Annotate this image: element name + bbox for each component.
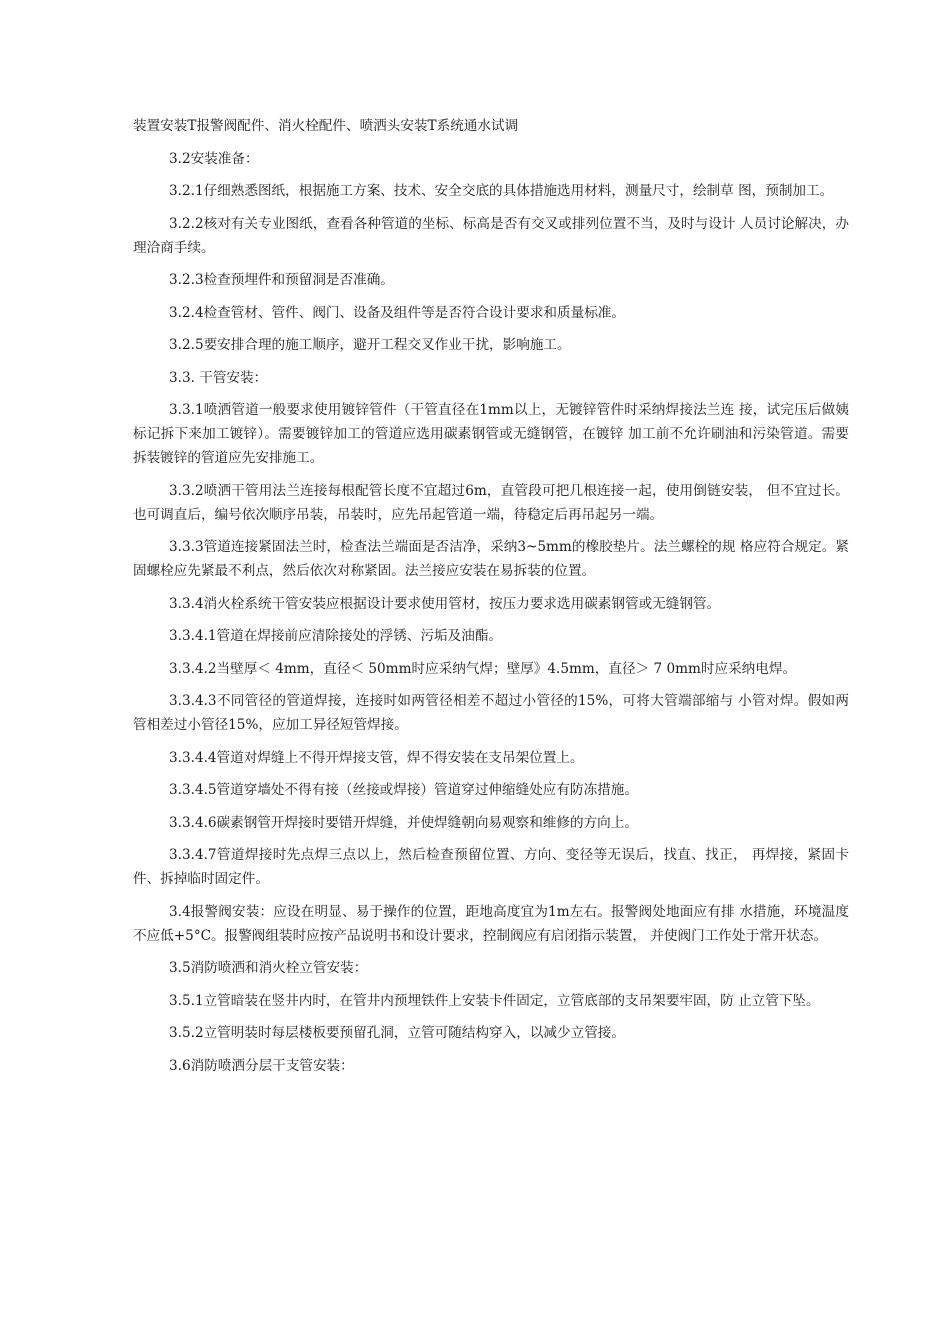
paragraph-3-2-4: 3.2.4检查管材、管件、阀门、设备及组件等是否符合设计要求和质量标准。 <box>169 304 625 321</box>
paragraph-3-5-2: 3.5.2立管明装时每层楼板要预留孔洞，立管可随结构穿入，以减少立管接。 <box>169 1025 625 1041</box>
paragraph-3-2-2: 3.2.2核对有关专业图纸，查看各种管道的坐标、标高是否有交叉或排列位置不当，及时与设计 人员讨论解决，办理洽商手续。 <box>133 215 849 256</box>
paragraph-3-3-2: 3.3.2喷洒干管用法兰连接每根配管长度不宜超过6m，直管段可把几根连接一起，使用倒链安装， 但不宜过长。也可调直后，编号依次顺序吊装，吊装时，应先吊起管道一端，待稳定后再吊起另一端。 <box>133 482 849 523</box>
paragraph-3-3-4-1: 3.3.4.1管道在焊接前应清除接处的浮锈、污垢及油酯。 <box>169 628 503 644</box>
paragraph-3-3-1: 3.3.1喷洒管道一般要求使用镀锌管件（干管直径在1mm以上，无镀锌管件时采纳焊接法兰连 接，试完压后做姨标记拆下来加工镀锌）。需要镀锌加工的管道应选用碳素钢管或无缝钢管，在镀锌 加工前不允许刷油和污染管道。需要拆装镀锌的管道应先安排施工。 <box>133 402 849 466</box>
paragraph-3-3-3: 3.3.3管道连接紧固法兰时，检查法兰端面是否洁净，采纳3~5mm的橡胶垫片。法兰螺栓的规 格应符合规定。紧固螺栓应先紧最不利点，然后依次对称紧固。法兰接应安装在易拆装的位置。 <box>133 539 849 579</box>
paragraph-3-3-4-5: 3.3.4.5管道穿墙处不得有接（丝接或焊接）管道穿过伸缩缝处应有防冻措施。 <box>169 782 638 798</box>
paragraph-3-2-1: 3.2.1仔细熟悉图纸，根据施工方案、技术、安全交底的具体措施选用材料，测量尺寸，绘制草 图，预制加工。 <box>169 183 834 199</box>
process-flow-line: 装置安装T报警阀配件、消火栓配件、喷洒头安装T系统通水试调 <box>133 118 519 134</box>
paragraph-3-3-4-4: 3.3.4.4管道对焊缝上不得开焊接支管，焊不得安装在支吊架位置上。 <box>169 749 584 766</box>
paragraph-3-2-3: 3.2.3检查预埋件和预留洞是否准确。 <box>169 272 394 288</box>
paragraph-3-3-4-7: 3.3.4.7管道焊接时先点焊三点以上，然后检查预留位置、方向、变径等无误后，找直、找正， 再焊接，紧固卡件、拆掉临时固定件。 <box>133 847 849 887</box>
section-3-5-heading: 3.5消防喷洒和消火栓立管安装： <box>169 960 368 976</box>
section-3-6-heading: 3.6消防喷洒分层干支管安装： <box>169 1057 354 1074</box>
section-3-3-heading: 3.3. 干管安装： <box>169 369 268 386</box>
paragraph-3-3-4-2: 3.3.4.2当壁厚＜ 4mm，直径＜ 50mm时应采纳气焊；壁厚》4.5mm，直径＞ 7 0mm时应采纳电焊。 <box>169 660 797 677</box>
section-3-2-heading: 3.2安装准备： <box>169 150 259 167</box>
paragraph-3-4: 3.4报警阀安装：应设在明显、易于操作的位置，距地高度宜为1m左右。报警阀处地面应有排 水措施，环境温度不应低+5°C。报警阀组装时应按产品说明书和设计要求，控制阀应有启闭指示装置， 并使阀门工作处于常开状态。 <box>133 903 849 944</box>
paragraph-3-3-4: 3.3.4消火栓系统干管安装应根据设计要求使用管材，按压力要求选用碳素钢管或无缝钢管。 <box>169 595 721 612</box>
paragraph-3-3-4-3: 3.3.4.3不同管径的管道焊接，连接时如两管径相差不超过小管径的15%，可将大管端部缩与 小管对焊。假如两管相差过小管径15%，应加工异径短管焊接。 <box>133 693 849 733</box>
paragraph-3-5-1: 3.5.1立管暗装在竖井内时，在管井内预埋铁件上安装卡件固定，立管底部的支吊架要牢固，防 止立管下坠。 <box>169 992 820 1009</box>
document-page <box>133 114 849 1086</box>
paragraph-3-3-4-6: 3.3.4.6碳素钢管开焊接时要错开焊缝，并使焊缝朝向易观察和维修的方向上。 <box>169 814 638 831</box>
paragraph-3-2-5: 3.2.5要安排合理的施工顺序，避开工程交叉作业干扰，影响施工。 <box>169 337 571 353</box>
